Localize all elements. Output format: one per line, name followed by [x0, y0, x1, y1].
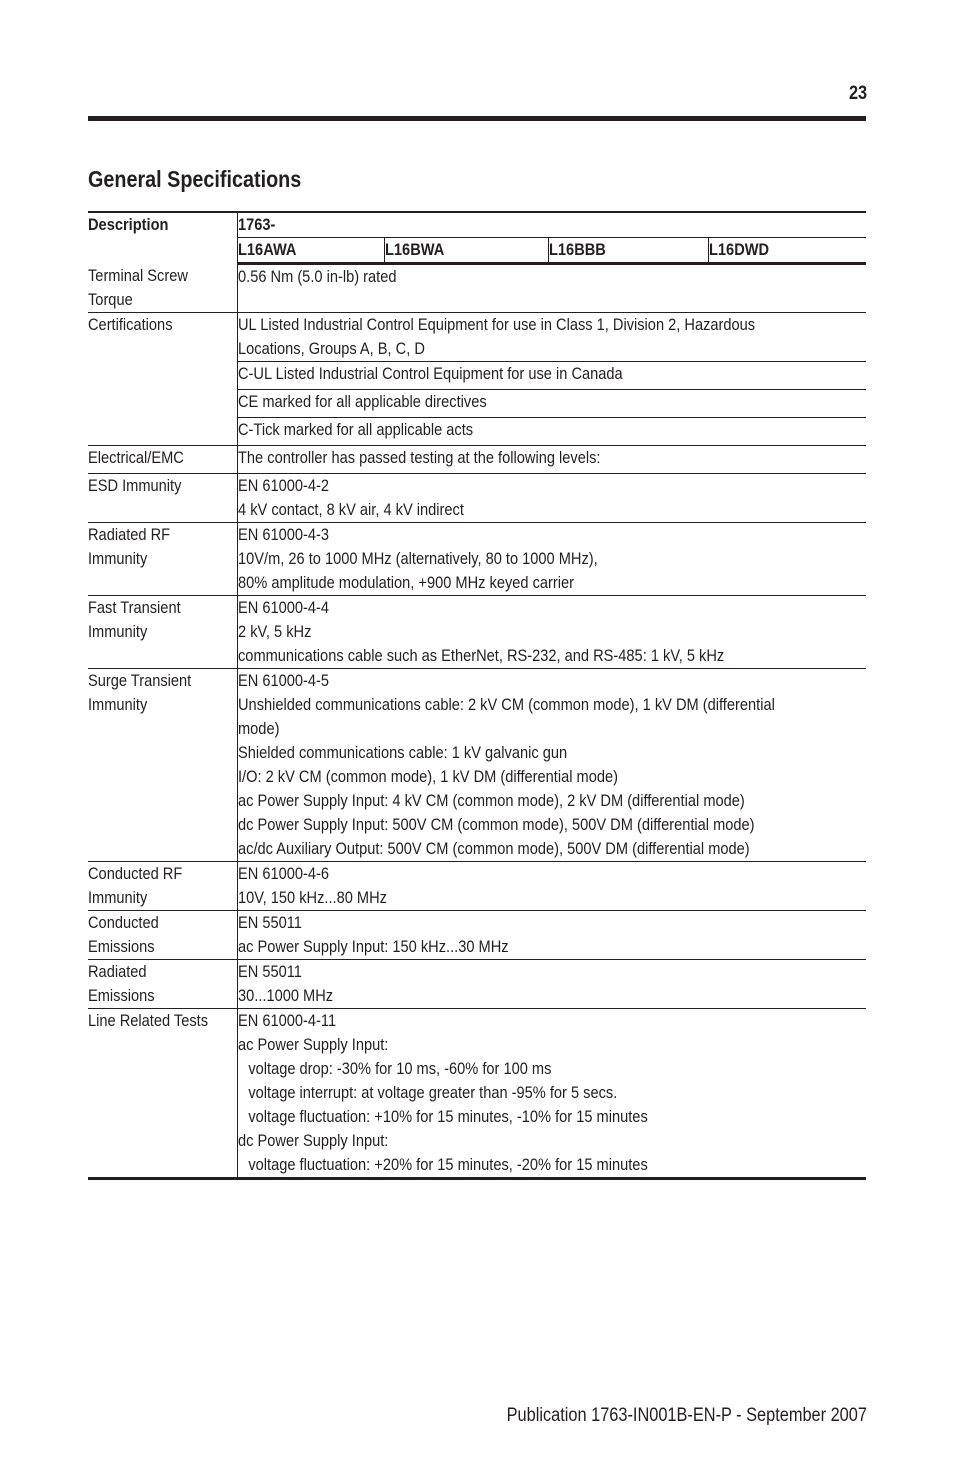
- spec-value-line: EN 61000-4-11: [237, 1010, 336, 1030]
- spec-value-line: 30...1000 MHz: [237, 985, 333, 1005]
- spec-value-line: C-UL Listed Industrial Control Equipment for use in Canada: [237, 363, 623, 383]
- spec-value: [237, 312, 866, 361]
- spec-value-line: The controller has passed testing at the following levels:: [237, 447, 600, 467]
- spec-label: [88, 861, 237, 910]
- spec-label: [88, 264, 237, 313]
- spec-value-line: EN 61000-4-6: [237, 863, 329, 883]
- spec-value: [237, 361, 866, 389]
- spec-label-line: Immunity: [88, 694, 148, 714]
- table-row: [88, 473, 866, 522]
- spec-label-line: Immunity: [88, 887, 148, 907]
- spec-value-line: voltage drop: -30% for 10 ms, -60% for 100 ms: [247, 1058, 551, 1078]
- general-specifications-table: [88, 211, 866, 1180]
- spec-value-line: dc Power Supply Input:: [237, 1130, 388, 1150]
- spec-label-line: Terminal Screw: [88, 265, 188, 285]
- spec-label: [88, 522, 237, 595]
- page-number: 23: [848, 83, 867, 104]
- table-row: [88, 595, 866, 668]
- spec-label-line: Immunity: [88, 548, 148, 568]
- spec-value-line: 4 kV contact, 8 kV air, 4 kV indirect: [237, 499, 464, 519]
- table-row: [88, 861, 866, 910]
- spec-label: [88, 473, 237, 522]
- spec-label-line: Conducted: [88, 912, 159, 932]
- table-row: [88, 668, 866, 861]
- spec-value: [237, 264, 866, 313]
- table-row: [88, 522, 866, 595]
- spec-value: [237, 522, 866, 595]
- spec-value-line: EN 55011: [237, 961, 302, 981]
- spec-label: [88, 595, 237, 668]
- spec-value: [237, 417, 866, 445]
- spec-label-line: Certifications: [88, 314, 173, 334]
- spec-value-line: 2 kV, 5 kHz: [237, 621, 311, 641]
- section-title: General Specifications: [88, 166, 302, 192]
- spec-label: [88, 1008, 237, 1178]
- spec-value-line: ac Power Supply Input: 4 kV CM (common mode), 2 kV DM (differential mode): [237, 790, 745, 810]
- model-header-l16awa: L16AWA: [237, 238, 384, 264]
- spec-label-line: Emissions: [88, 985, 155, 1005]
- spec-label-line: Emissions: [88, 936, 155, 956]
- spec-value-line: C-Tick marked for all applicable acts: [237, 419, 473, 439]
- model-header-l16bbb: L16BBB: [548, 238, 708, 264]
- spec-value-line: voltage fluctuation: +10% for 15 minutes, -10% for 15 minutes: [247, 1106, 648, 1126]
- spec-label-line: Line Related Tests: [88, 1010, 209, 1030]
- spec-label: [88, 959, 237, 1008]
- spec-label-line: ESD Immunity: [88, 475, 182, 495]
- spec-value: [237, 389, 866, 417]
- spec-value: [237, 910, 866, 959]
- spec-label-line: Conducted RF: [88, 863, 183, 883]
- spec-value-line: voltage fluctuation: +20% for 15 minutes, -20% for 15 minutes: [247, 1154, 648, 1174]
- spec-label-line: Radiated RF: [88, 524, 171, 544]
- spec-value-line: EN 61000-4-3: [237, 524, 329, 544]
- spec-label: [88, 445, 237, 473]
- table-row: [88, 910, 866, 959]
- spec-value-line: 10V/m, 26 to 1000 MHz (alternatively, 80 to 1000 MHz),: [237, 548, 598, 568]
- spec-value: [237, 445, 866, 473]
- table-header-row: [88, 212, 866, 238]
- spec-label: [88, 312, 237, 445]
- spec-value-line: Shielded communications cable: 1 kV galvanic gun: [237, 742, 567, 762]
- model-header-l16bwa: L16BWA: [384, 238, 548, 264]
- spec-value-line: mode): [237, 718, 279, 738]
- spec-label-line: Radiated: [88, 961, 147, 981]
- spec-value-line: I/O: 2 kV CM (common mode), 1 kV DM (differential mode): [237, 766, 618, 786]
- spec-value-line: ac Power Supply Input: 150 kHz...30 MHz: [237, 936, 509, 956]
- spec-value: [237, 861, 866, 910]
- spec-value-line: UL Listed Industrial Control Equipment for use in Class 1, Division 2, Hazardous: [237, 314, 755, 334]
- description-header: Description: [88, 212, 237, 264]
- spec-value: [237, 668, 866, 861]
- spec-value-line: EN 61000-4-5: [237, 670, 329, 690]
- header-rule: [88, 116, 866, 121]
- spec-value-line: 10V, 150 kHz...80 MHz: [237, 887, 387, 907]
- spec-value-line: communications cable such as EtherNet, RS-232, and RS-485: 1 kV, 5 kHz: [237, 645, 724, 665]
- spec-value-line: EN 55011: [237, 912, 302, 932]
- catalog-family-header: 1763-: [237, 212, 866, 238]
- spec-value-line: dc Power Supply Input: 500V CM (common mode), 500V DM (differential mode): [237, 814, 755, 834]
- spec-label-line: Immunity: [88, 621, 148, 641]
- spec-value: [237, 595, 866, 668]
- spec-value-line: EN 61000-4-4: [237, 597, 329, 617]
- spec-value-line: 80% amplitude modulation, +900 MHz keyed carrier: [237, 572, 574, 592]
- table-row: [88, 312, 866, 361]
- spec-label-line: Electrical/EMC: [88, 447, 184, 467]
- spec-value-line: Locations, Groups A, B, C, D: [237, 338, 425, 358]
- table-row: [88, 264, 866, 313]
- spec-value-line: 0.56 Nm (5.0 in-lb) rated: [237, 267, 396, 286]
- spec-value: [237, 959, 866, 1008]
- model-header-l16dwd: L16DWD: [708, 238, 866, 264]
- table-row: [88, 445, 866, 473]
- spec-value-line: ac/dc Auxiliary Output: 500V CM (common mode), 500V DM (differential mode): [237, 838, 750, 858]
- spec-label: [88, 668, 237, 861]
- spec-label-line: Fast Transient: [88, 597, 181, 617]
- publication-footer: Publication 1763-IN001B-EN-P - September 2007: [506, 1405, 867, 1426]
- spec-value-line: ac Power Supply Input:: [237, 1034, 388, 1054]
- spec-value-line: Unshielded communications cable: 2 kV CM (common mode), 1 kV DM (differential: [237, 694, 775, 714]
- spec-value-line: voltage interrupt: at voltage greater than -95% for 5 secs.: [247, 1082, 617, 1102]
- spec-label-line: Surge Transient: [88, 670, 192, 690]
- spec-label: [88, 910, 237, 959]
- spec-value: [237, 473, 866, 522]
- spec-value: [237, 1008, 866, 1178]
- spec-value-line: CE marked for all applicable directives: [237, 391, 487, 411]
- table-body: [88, 264, 866, 1179]
- spec-label-line: Torque: [88, 289, 133, 309]
- table-row: [88, 1008, 866, 1178]
- spec-value-line: EN 61000-4-2: [237, 475, 329, 495]
- table-row: [88, 959, 866, 1008]
